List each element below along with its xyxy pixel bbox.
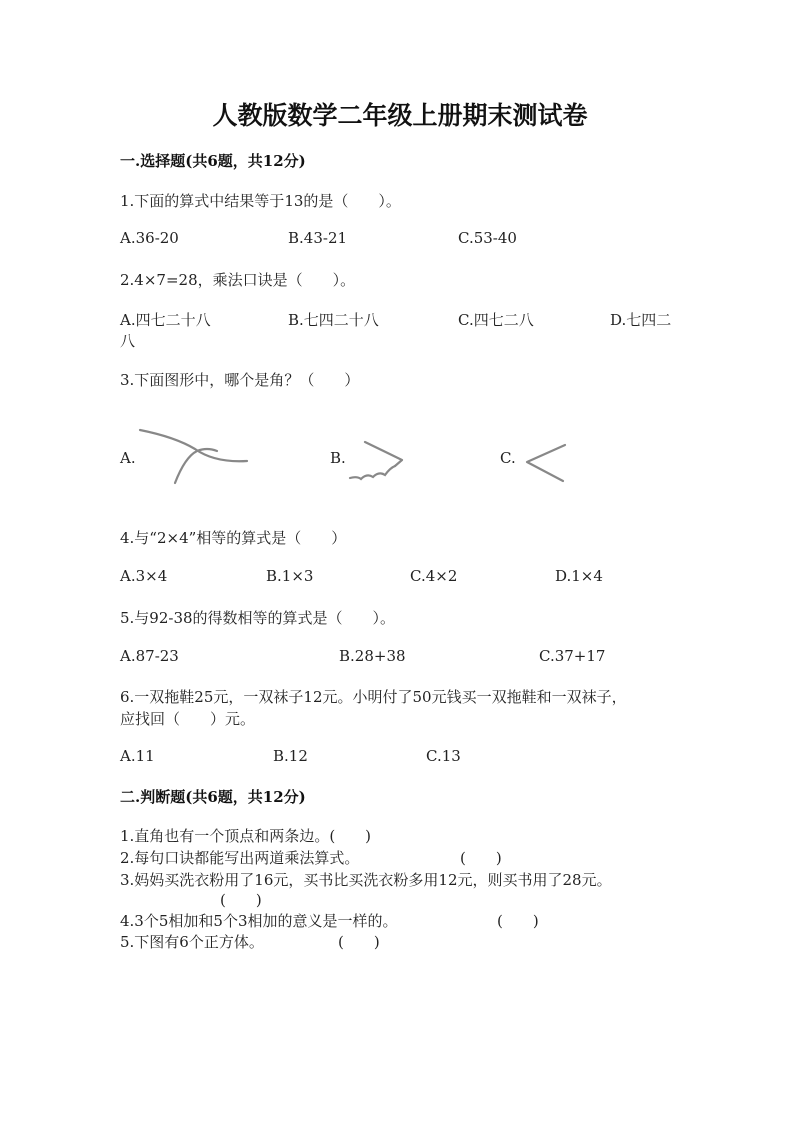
option-c: C.四七二八 bbox=[458, 311, 534, 329]
question-stem: 3.下面图形中，哪个是角？（ ） bbox=[120, 371, 360, 389]
question-stem-continued: 应找回（ ）元。 bbox=[120, 710, 256, 728]
figure-b-wavy-lines bbox=[345, 438, 410, 486]
section-heading-judgement: 二.判断题(共6题，共12分) bbox=[120, 788, 306, 806]
option-b: B.28+38 bbox=[339, 647, 406, 665]
question-stem: 4.与“2×4”相等的算式是（ ） bbox=[120, 529, 347, 547]
answer-parens: ( ) bbox=[338, 933, 380, 951]
answer-parens: ( ) bbox=[497, 912, 539, 930]
question-stem: 6.一双拖鞋25元，一双袜子12元。小明付了50元钱买一双拖鞋和一双袜子， bbox=[120, 688, 627, 706]
option-a: A.36-20 bbox=[120, 229, 179, 247]
question-stem: 5.与92-38的得数相等的算式是（ ）。 bbox=[120, 609, 396, 627]
section-heading-choice: 一.选择题(共6题，共12分) bbox=[120, 152, 306, 170]
option-b: B.43-21 bbox=[288, 229, 348, 247]
answer-parens: ( ) bbox=[329, 827, 372, 845]
figure-a-crossed-curves bbox=[135, 425, 255, 487]
judgement-item: 2.每句口诀都能写出两道乘法算式。 bbox=[120, 849, 360, 867]
option-c: C.4×2 bbox=[410, 567, 458, 585]
option-c: C.13 bbox=[426, 747, 461, 765]
judgement-item: 5.下图有6个正方体。 bbox=[120, 933, 264, 951]
question-stem: 1.下面的算式中结果等于13的是（ ）。 bbox=[120, 192, 401, 210]
figure-c-angle bbox=[518, 440, 573, 485]
option-a: A.3×4 bbox=[120, 567, 168, 585]
option-b: B.1×3 bbox=[266, 567, 314, 585]
option-a: A.11 bbox=[120, 747, 155, 765]
option-d-wrap: 八 bbox=[120, 332, 136, 350]
option-b: B.12 bbox=[273, 747, 308, 765]
page-title: 人教版数学二年级上册期末测试卷 bbox=[212, 101, 588, 130]
option-d: D.1×4 bbox=[555, 567, 603, 585]
option-c: C.53-40 bbox=[458, 229, 517, 247]
option-a: A.87-23 bbox=[120, 647, 179, 665]
judgement-item: 4.3个5相加和5个3相加的意义是一样的。 bbox=[120, 912, 398, 930]
question-stem: 2.4×7=28，乘法口诀是（ ）。 bbox=[120, 271, 356, 289]
answer-parens: ( ) bbox=[220, 891, 262, 909]
judgement-item: 3.妈妈买洗衣粉用了16元，买书比买洗衣粉多用12元，则买书用了28元。 bbox=[120, 871, 612, 889]
option-c: C. bbox=[500, 449, 516, 467]
answer-parens: ( ) bbox=[460, 849, 502, 867]
option-a: A.四七二十八 bbox=[120, 311, 211, 329]
option-b: B.七四二十八 bbox=[288, 311, 379, 329]
option-c: C.37+17 bbox=[539, 647, 606, 665]
judgement-text: 1.直角也有一个顶点和两条边。 bbox=[120, 827, 330, 845]
option-d: D.七四二 bbox=[610, 311, 672, 329]
judgement-item bbox=[120, 825, 371, 846]
option-a: A. bbox=[120, 449, 136, 467]
option-b: B. bbox=[330, 449, 346, 467]
